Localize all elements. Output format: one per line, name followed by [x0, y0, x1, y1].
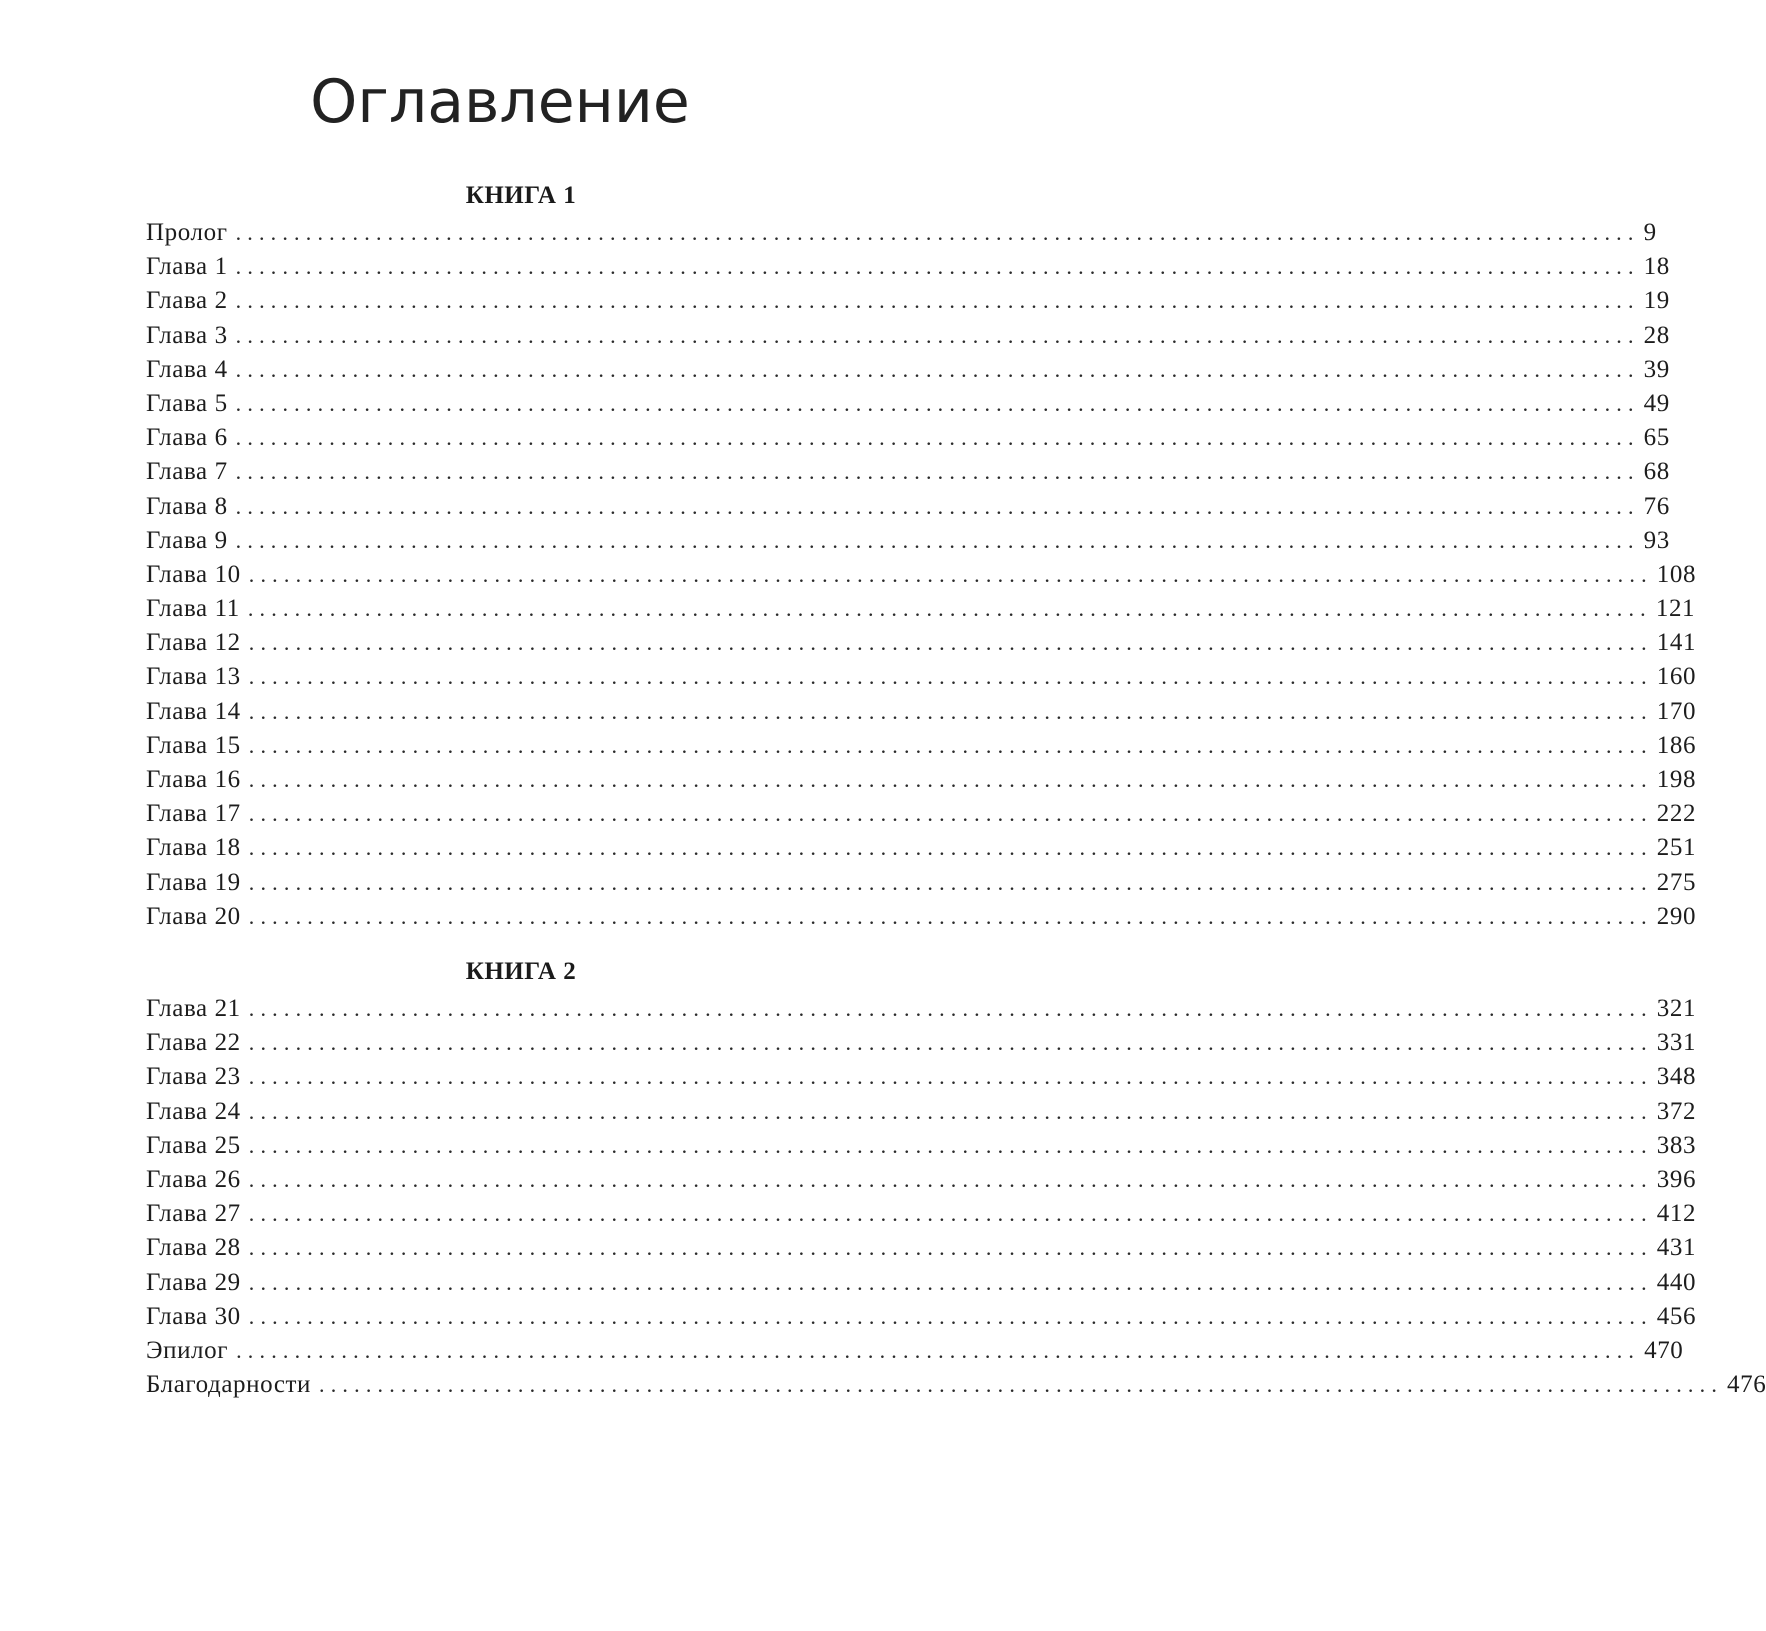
toc-dot-leader: ........................................................................................................................: [235, 425, 1640, 451]
toc-entry-label: Глава 13: [146, 663, 241, 691]
toc-entry: [146, 1163, 1697, 1197]
book-1-section: [146, 176, 1697, 934]
toc-entry-page-number: 39: [1643, 355, 1670, 383]
toc-entry-page-number: 476: [1727, 1371, 1766, 1399]
toc-entry-label: Глава 15: [146, 731, 241, 759]
toc-entry-label: Глава 16: [146, 766, 241, 793]
toc-entry-page-number: 251: [1656, 834, 1697, 862]
toc-entry-label: Глава 10: [146, 560, 241, 588]
toc-dot-leader: ........................................................................................................................: [236, 1337, 1641, 1363]
toc-dot-leader: ........................................................................................................................: [235, 356, 1640, 382]
toc-entry: [146, 1129, 1697, 1163]
toc-entry-label: Глава 29: [146, 1268, 241, 1296]
toc-entry: [146, 524, 1670, 558]
toc-entry: [146, 421, 1670, 455]
toc-entry-page-number: 28: [1643, 321, 1670, 349]
book-2-toc-list: [146, 992, 1766, 1402]
toc-entry: [146, 455, 1670, 489]
toc-entry-label: Благодарности: [146, 1371, 312, 1399]
toc-entry-label: Пролог: [146, 219, 228, 246]
toc-entry: [146, 1026, 1697, 1060]
toc-entry-page-number: 372: [1656, 1097, 1697, 1125]
toc-entry-page-number: 331: [1656, 1029, 1697, 1057]
toc-entry-label: Глава 28: [146, 1234, 241, 1262]
toc-entry: [146, 284, 1670, 318]
toc-entry-label: Эпилог: [146, 1336, 229, 1364]
toc-entry: [146, 558, 1697, 592]
toc-entry: [146, 1368, 1766, 1402]
toc-dot-leader: ........................................................................................................................: [235, 390, 1640, 416]
toc-entry-page-number: 348: [1656, 1063, 1697, 1091]
book-2-heading: КНИГА 2: [465, 958, 577, 985]
toc-dot-leader: ........................................................................................................................: [248, 561, 1653, 587]
toc-entry-label: Глава 27: [146, 1200, 241, 1228]
toc-entry: [146, 831, 1697, 865]
toc-entry-label: Глава 4: [146, 355, 228, 383]
toc-entry: [146, 729, 1697, 763]
toc-entry-label: Глава 2: [146, 287, 228, 315]
toc-entry-page-number: 321: [1656, 995, 1697, 1022]
toc-entry-label: Глава 8: [146, 492, 228, 520]
toc-entry-page-number: 186: [1656, 731, 1697, 759]
toc-dot-leader: ........................................................................................................................: [248, 1166, 1653, 1192]
toc-entry: [146, 900, 1697, 934]
toc-entry-label: Глава 25: [146, 1131, 241, 1159]
toc-entry-page-number: 49: [1643, 389, 1670, 417]
toc-dot-leader: ........................................................................................................................: [248, 698, 1653, 724]
toc-entry-label: Глава 3: [146, 321, 228, 349]
toc-entry: [146, 216, 1657, 250]
toc-entry-page-number: 68: [1643, 458, 1670, 486]
toc-entry-page-number: 18: [1643, 253, 1670, 281]
toc-entry-label: Глава 14: [146, 697, 241, 725]
toc-entry: [146, 353, 1670, 387]
toc-entry: [146, 387, 1670, 421]
toc-entry-page-number: 19: [1643, 287, 1670, 315]
toc-entry-page-number: 108: [1656, 560, 1697, 588]
toc-entry: [146, 592, 1696, 626]
toc-dot-leader: ........................................................................................................................: [235, 493, 1640, 519]
toc-dot-leader: ........................................................................................................................: [248, 732, 1653, 758]
toc-entry-label: Глава 30: [146, 1302, 241, 1330]
toc-entry-label: Глава 26: [146, 1165, 241, 1193]
toc-entry: [146, 319, 1670, 353]
toc-dot-leader: ........................................................................................................................: [248, 835, 1653, 861]
toc-dot-leader: ........................................................................................................................: [248, 1235, 1653, 1261]
toc-entry-page-number: 160: [1656, 663, 1697, 691]
toc-entry-label: Глава 12: [146, 629, 241, 657]
toc-entry-label: Глава 1: [146, 253, 228, 281]
toc-entry-label: Глава 24: [146, 1097, 241, 1125]
toc-entry-label: Глава 20: [146, 902, 241, 930]
toc-entry: [146, 992, 1697, 1026]
toc-entry-label: Глава 19: [146, 868, 241, 896]
toc-entry-page-number: 198: [1656, 766, 1697, 793]
toc-entry: [146, 763, 1697, 797]
toc-entry-page-number: 93: [1643, 526, 1670, 554]
toc-dot-leader: ........................................................................................................................: [235, 459, 1640, 485]
toc-entry-page-number: 431: [1656, 1234, 1697, 1262]
toc-entry-label: Глава 18: [146, 834, 241, 862]
toc-entry-page-number: 383: [1656, 1131, 1697, 1159]
toc-entry-page-number: 9: [1643, 219, 1657, 246]
toc-entry-page-number: 65: [1643, 424, 1670, 452]
toc-entry-label: Глава 9: [146, 526, 228, 554]
toc-entry-page-number: 456: [1656, 1302, 1697, 1330]
toc-dot-leader: ........................................................................................................................: [248, 903, 1653, 929]
toc-entry-page-number: 396: [1656, 1165, 1697, 1193]
toc-dot-leader: ........................................................................................................................: [248, 1064, 1653, 1090]
toc-entry: [146, 866, 1697, 900]
book-2-section: [146, 952, 1766, 1402]
page-title: Оглавление: [310, 67, 690, 137]
toc-entry-page-number: 121: [1655, 595, 1696, 623]
book-1-heading: КНИГА 1: [465, 182, 577, 209]
toc-entry-page-number: 440: [1656, 1268, 1697, 1296]
toc-entry: [146, 626, 1697, 660]
toc-entry: [146, 1266, 1697, 1300]
toc-entry-label: Глава 22: [146, 1029, 241, 1057]
toc-entry: [146, 490, 1670, 524]
toc-entry: [146, 1300, 1697, 1334]
toc-entry-label: Глава 17: [146, 800, 241, 828]
toc-entry-page-number: 170: [1656, 697, 1697, 725]
toc-dot-leader: ........................................................................................................................: [248, 767, 1653, 792]
toc-entry-page-number: 412: [1656, 1200, 1697, 1228]
toc-dot-leader: ........................................................................................................................: [248, 801, 1653, 827]
toc-dot-leader: ........................................................................................................................: [247, 596, 1652, 622]
toc-dot-leader: ........................................................................................................................: [235, 254, 1640, 280]
toc-dot-leader: ........................................................................................................................: [248, 1201, 1653, 1227]
toc-entry-label: Глава 11: [146, 595, 240, 623]
toc-dot-leader: ........................................................................................................................: [235, 322, 1640, 348]
toc-dot-leader: ........................................................................................................................: [248, 869, 1653, 895]
toc-entry: [146, 1060, 1697, 1094]
toc-dot-leader: ........................................................................................................................: [248, 1303, 1653, 1329]
toc-dot-leader: ........................................................................................................................: [248, 996, 1653, 1021]
book-1-toc-list: [146, 216, 1697, 934]
toc-entry: [146, 1095, 1697, 1129]
toc-dot-leader: ........................................................................................................................: [248, 1269, 1653, 1295]
toc-entry-page-number: 290: [1656, 902, 1697, 930]
toc-entry-page-number: 470: [1644, 1336, 1684, 1364]
toc-entry: [146, 797, 1697, 831]
toc-entry: [146, 1197, 1697, 1231]
toc-dot-leader: ........................................................................................................................: [248, 630, 1653, 656]
toc-dot-leader: ........................................................................................................................: [248, 1030, 1653, 1056]
toc-dot-leader: ........................................................................................................................: [235, 527, 1640, 553]
toc-entry: [146, 1334, 1684, 1368]
toc-entry-page-number: 76: [1643, 492, 1670, 520]
toc-entry-page-number: 275: [1656, 868, 1697, 896]
toc-dot-leader: ........................................................................................................................: [235, 220, 1640, 245]
toc-entry: [146, 695, 1697, 729]
toc-entry-label: Глава 23: [146, 1063, 241, 1091]
toc-entry-page-number: 222: [1656, 800, 1697, 828]
toc-entry-label: Глава 7: [146, 458, 228, 486]
toc-entry-label: Глава 5: [146, 389, 228, 417]
toc-entry-label: Глава 21: [146, 995, 241, 1022]
toc-dot-leader: ........................................................................................................................: [248, 1132, 1653, 1158]
toc-dot-leader: ........................................................................................................................: [248, 664, 1653, 690]
toc-entry-label: Глава 6: [146, 424, 228, 452]
toc-entry: [146, 1231, 1697, 1265]
toc-dot-leader: ........................................................................................................................: [235, 288, 1640, 314]
toc-entry-page-number: 141: [1656, 629, 1697, 657]
toc-dot-leader: ........................................................................................................................: [248, 1098, 1653, 1124]
toc-entry: [146, 660, 1697, 694]
toc-entry: [146, 250, 1670, 284]
toc-dot-leader: ........................................................................................................................: [319, 1372, 1724, 1398]
